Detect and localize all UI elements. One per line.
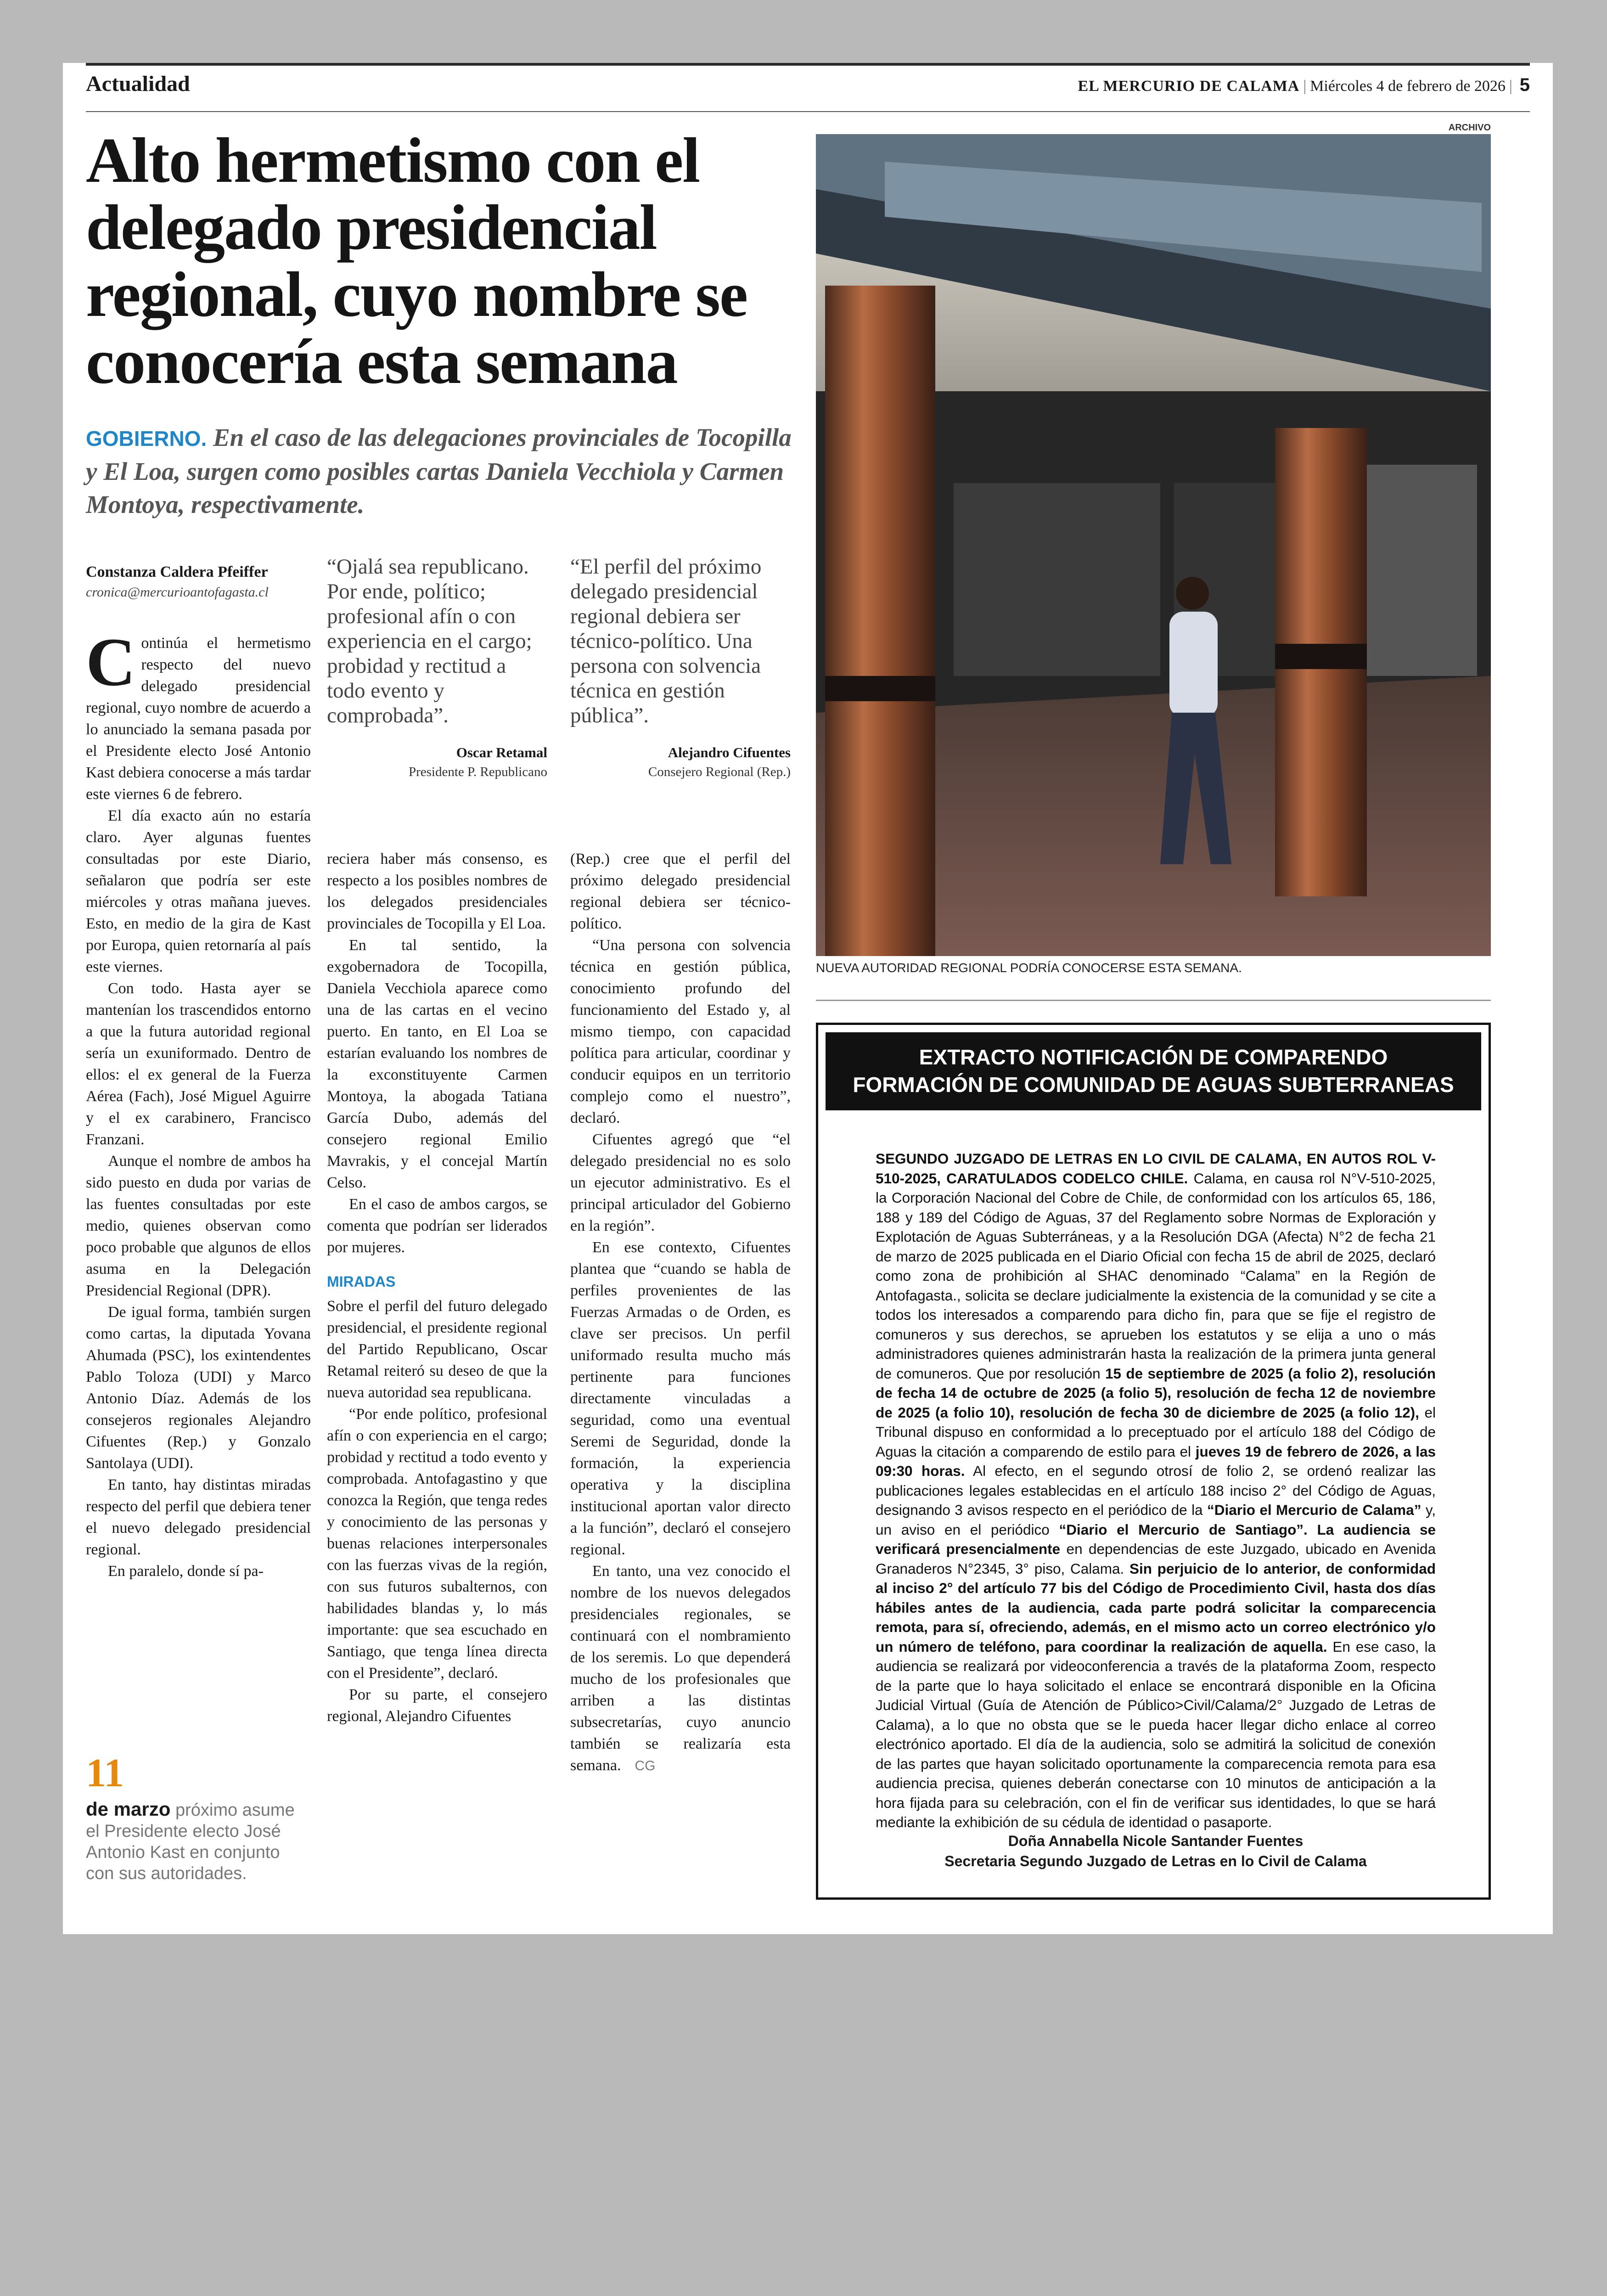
fact-text: de marzo próximo asume el Presidente electo José Antonio Kast en conjunto con sus autoridades.: [86, 1798, 295, 1883]
paragraph: reciera haber más consenso, es respecto a los posibles nombres de los delegados presidenciales provinciales de Tocopilla y El Loa.: [327, 850, 547, 932]
byline: [86, 563, 297, 600]
subhead: MIRADAS: [327, 1273, 396, 1290]
notice-signature: [876, 1831, 1436, 1871]
paragraph: En paralelo, donde sí pa-: [108, 1563, 264, 1580]
paragraph: Sobre el perfil del futuro delegado presidencial, el presidente regional del Partido Republicano, Oscar Retamal reiteró su deseo de que la nueva autoridad sea republicana.: [327, 1298, 547, 1401]
building-photo-illustration: [816, 134, 1491, 956]
photo-caption: NUEVA AUTORIDAD REGIONAL PODRÍA CONOCERSE ESTA SEMANA.: [816, 961, 1242, 975]
author-email[interactable]: cronica@mercurioantofagasta.cl: [86, 585, 269, 600]
paragraph: Con todo. Hasta ayer se mantenían los trascendidos entorno a que la futura autoridad regional sería un exuniformado. Dentro de ellos: el ex general de la Fuerza Aérea (Fach), José Miguel Aguirre y el ex carabinero, Francisco Franzani.: [86, 980, 311, 1148]
pull-quote-role: Presidente P. Republicano: [408, 765, 547, 779]
paragraph: De igual forma, también surgen como cartas, la diputada Yovana Ahumada (PSC), los exintendentes Pablo Toloza (UDI) y Marco Antonio Díaz. Además de los consejeros regionales Alejandro Cifuentes (Rep.) y Gonzalo Santolaya (UDI).: [86, 1304, 311, 1472]
headline: Alto hermetismo con el delegado presidencial regional, cuyo nombre se conocería esta semana: [86, 125, 747, 397]
paper-name: EL MERCURIO DE CALAMA: [1078, 78, 1300, 95]
paragraph: (Rep.) cree que el perfil del próximo delegado presidencial regional debiera ser técnico-político.: [570, 850, 791, 932]
pull-quote-role: Consejero Regional (Rep.): [648, 765, 791, 779]
notice-title-line-1: EXTRACTO NOTIFICACIÓN DE COMPARENDO: [919, 1045, 1388, 1069]
issue-date: Miércoles 4 de febrero de 2026: [1310, 78, 1506, 95]
page-number: 5: [1519, 75, 1530, 95]
pull-quote-text: “El perfil del próximo delegado presidencial regional debiera ser técnico-político. Una persona con solvencia técnica en gestión pública”.: [570, 555, 762, 727]
deck: [86, 421, 802, 521]
paragraph: El día exacto aún no estaría claro. Ayer algunas fuentes consultadas por este Diario, señalaron que podría ser este miércoles y otras mañana jueves. Esto, en medio de la gira de Kast por Europa, quien retornaría al país este viernes.: [86, 807, 311, 975]
pull-quote: [327, 554, 547, 780]
paragraph: “Una persona con solvencia técnica en gestión pública, conocimiento profundo del funcionamiento del Estado y, al mismo tiempo, con capacidad política para articular, coordinar y conducir equipos en un territorio complejo como el nuestro”, declaró.: [570, 937, 791, 1126]
author-name: Constanza Caldera Pfeiffer: [86, 563, 268, 580]
section-label: Actualidad: [86, 72, 190, 96]
article-column-2: [327, 848, 547, 1727]
deck-kicker: GOBIERNO.: [86, 427, 207, 450]
end-mark: CG: [635, 1758, 656, 1773]
masthead: EL MERCURIO DE CALAMA | Miércoles 4 de febrero de 2026 | 5: [1078, 75, 1530, 95]
page-header: [86, 63, 1530, 113]
pull-quote-name: Oscar Retamal: [456, 744, 547, 760]
pull-quote: [570, 554, 791, 780]
paragraph: En ese contexto, Cifuentes plantea que “cuando se habla de perfiles provenientes de las Fuerzas Armadas o de Orden, es clave ser precisos. Un perfil uniformado resulta mucho más pertinente para funciones directamente vinculadas a seguridad, como una eventual Seremi de Seguridad, donde la formación, la experiencia operativa y la disciplina institucional aportan valor directo a la función”, declaró el consejero regional.: [570, 1239, 791, 1558]
notice-body: SEGUNDO JUZGADO DE LETRAS EN LO CIVIL DE CALAMA, EN AUTOS ROL V-510-2025, CARATULADOS CODELCO CHILE. Calama, en causa rol N°V-510-2025, la Corporación Nacional del Cobre de Chile, de conformidad con los artículos 65, 186, 188 y 189 del Código de Aguas, 37 del Reglamento sobre Normas de Exploración y Explotación de Aguas Subterráneas, y a la Resolución DGA (Afecta) N°2 de fecha 21 de marzo de 2025 publicada en el Diario Oficial con fecha 15 de abril de 2025, declaró como zona de prohibición al SHAC denominado “Calama” en la Región de Antofagasta., solicita se declare judicialmente la existencia de la comunidad y se cite a todos los interesados a comparendo para dicho fin, para que se fije el registro de comuneros y sus derechos, se aprueben los estatutos y se elija a uno o más administradores quienes administrarán hasta la realización de la primera junta general de comuneros. Que por resolución 15 de septiembre de 2025 (a folio 2), resolución de fecha 14 de octubre de 2025 (a folio 5), resolución de fecha 12 de noviembre de 2025 (a folio 10), resolución de fecha 30 de diciembre de 2025 (a folio 12), el Tribunal dispuso en conformidad a lo preceptuado por el artículo 188 del Código de Aguas la citación a comparendo de estilo para el jueves 19 de febrero de 2026, a las 09:30 horas. Al efecto, en el segundo otrosí de folio 2, se ordenó realizar las publicaciones legales establecidas en el artículo 188 inciso 2° del Código de Aguas, designando 3 avisos respecto en el periódico de la “Diario el Mercurio de Calama” y, un aviso en el periódico “Diario el Mercurio de Santiago”. La audiencia se verificará presencialmente en dependencias de este Juzgado, ubicado en Avenida Granaderos N°2345, 3° piso, Calama. Sin perjuicio de lo anterior, de conformidad al inciso 2° del artículo 77 bis del Código de Procedimiento Civil, hasta dos días hábiles antes de la audiencia, cada parte podrá solicitar la comparecencia remota, para sí, ofreciendo, además, en el mismo acto un correo electrónico y/o un número de teléfono, para coordinar la realización de aquella. En ese caso, la audiencia se realizará por videoconferencia a través de la plataforma Zoom, respecto de la parte que lo haya solicitado el enlace se encontrará disponible en la Oficina Judicial Virtual (Guía de Atención de Público>Civil/Calama/2° Juzgado de Letras de Calama), a lo que no obsta que se le pueda hacer llegar dicho enlace al correo electrónico aportado. El día de la audiencia, solo se admitirá la solicitud de conexión de las partes que hayan solicitado oportunamente la comparecencia remota para esa audiencia precisa, quienes deberán conectarse con 10 minutos de anticipación a la hora fijada para su celebración, con el fin de verificar sus identidades, lo que se hará mediante la exhibición de su cédula de identidad o pasaporte.: [876, 1150, 1436, 1830]
paragraph: Por su parte, el consejero regional, Alejandro Cifuentes: [327, 1686, 547, 1725]
pull-quote-name: Alejandro Cifuentes: [668, 744, 791, 760]
paragraph: Continúa el hermetismo respecto del nuevo delegado presidencial regional, cuyo nombre de acuerdo a lo anunciado la semana pasada por el Presidente electo José Antonio Kast debiera conocerse a más tardar este viernes 6 de febrero.: [86, 624, 311, 803]
pull-quote-text: “Ojalá sea republicano. Por ende, político; profesional afín o con experiencia en el cargo; probidad y rectitud a todo evento y comprobada”.: [327, 555, 532, 727]
fact-number: 11: [86, 1751, 124, 1795]
divider: [816, 1000, 1491, 1001]
notice-title-line-2: FORMACIÓN DE COMUNIDAD DE AGUAS SUBTERRANEAS: [853, 1073, 1454, 1097]
paragraph: En tal sentido, la exgobernadora de Tocopilla, Daniela Vecchiola aparece como una de las cartas en el vecino puerto. En tanto, en El Loa se estarían evaluando los nombres de la exconstituyente Carmen Montoya, la abogada Tatiana García Dubo, además del consejero regional Emilio Mavrakis, y el concejal Martín Celso.: [327, 937, 547, 1191]
fact-box: [86, 1753, 311, 1884]
drop-cap: C: [86, 624, 136, 700]
signer-role: Secretaria Segundo Juzgado de Letras en lo Civil de Calama: [944, 1853, 1367, 1869]
deck-text: En el caso de las delegaciones provinciales de Tocopilla y El Loa, surgen como posibles cartas Daniela Vecchiola y Carmen Montoya, respectivamente.: [86, 423, 792, 518]
header-divider: [86, 111, 1530, 112]
paragraph: Cifuentes agregó que “el delegado presidencial no es solo un ejecutor administrativo. Es el principal articulador del Gobierno en la región”.: [570, 1131, 791, 1234]
article-column-1: [86, 624, 311, 1582]
article-column-3: [570, 848, 791, 1777]
paragraph: En tanto, hay distintas miradas respecto del perfil que debiera tener el nuevo delegado presidencial regional.: [86, 1476, 311, 1558]
signer-name: Doña Annabella Nicole Santander Fuentes: [1008, 1833, 1304, 1849]
legal-notice: [816, 1023, 1491, 1900]
paragraph: “Por ende político, profesional afín o con experiencia en el cargo; probidad y rectitud a todo evento y comprobada. Antofagastino y que conozca la Región, que tenga redes y conocimiento de las personas y buenas relaciones interpersonales con las fuerzas vivas de la región, con sus futuros subalternos, con habilidades blandas y, lo más importante: que sea escuchado en Santiago, que tenga línea directa con el Presidente”, declaró.: [327, 1406, 547, 1682]
fact-highlight: de marzo: [86, 1798, 171, 1820]
paragraph: En el caso de ambos cargos, se comenta que podrían ser liderados por mujeres.: [327, 1196, 547, 1256]
notice-title: [826, 1032, 1481, 1110]
newspaper-page: [63, 63, 1553, 1934]
photo-credit: ARCHIVO: [1448, 123, 1491, 133]
paragraph: Aunque el nombre de ambos ha sido puesto en duda por varias de las fuentes consultadas por este medio, quienes observan como poco probable que algunos de ellos asuma en la Delegación Presidencial Regional (DPR).: [86, 1153, 311, 1299]
article-photo: [816, 134, 1491, 956]
paragraph: En tanto, una vez conocido el nombre de los nuevos delegados presidenciales regionales, se continuará con el nombramiento de los seremis. Lo que dependerá mucho de los profesionales que arriben a las distintas subsecretarías, cuyo anuncio también se realizaría esta semana. CG: [570, 1563, 791, 1774]
